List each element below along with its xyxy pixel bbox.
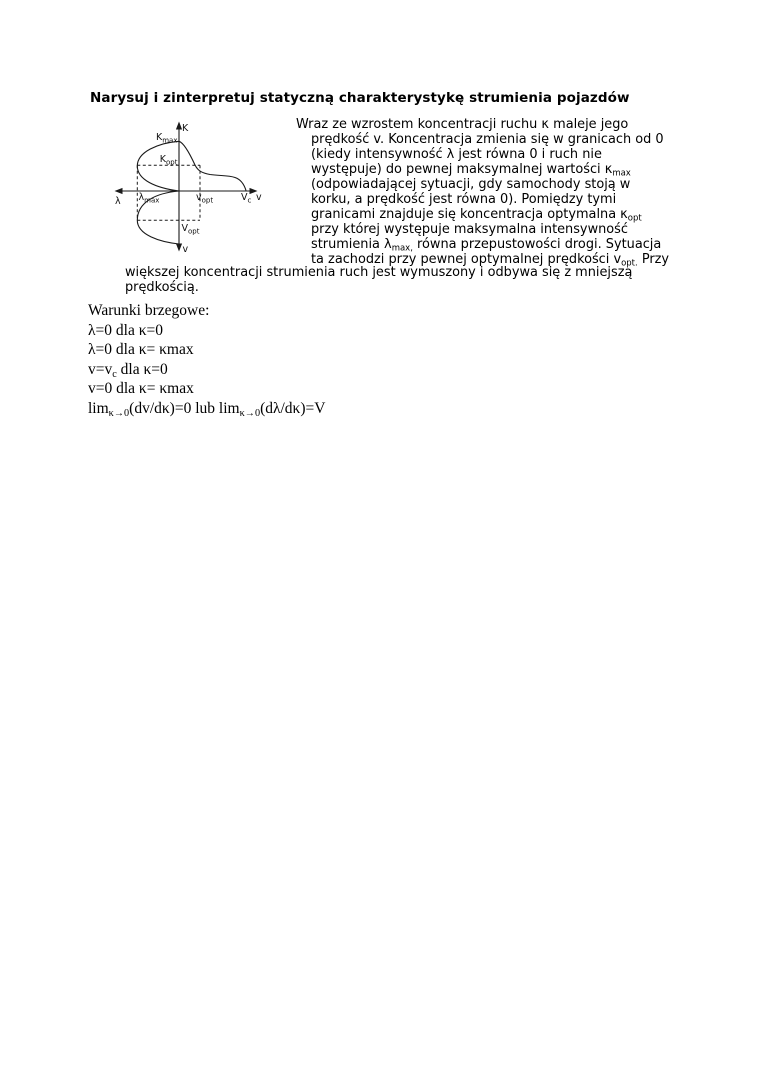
text-run: większej koncentracji strumienia ruch jest wymuszony i odbywa się z mniejszą bbox=[125, 265, 633, 280]
text-line bbox=[88, 340, 325, 360]
axis-label-v-bottom: v bbox=[182, 244, 189, 255]
label-k-opt: $K_{opt}$ bbox=[159, 154, 178, 167]
text-line bbox=[88, 379, 325, 399]
text-run: v=v bbox=[88, 360, 113, 378]
text-line bbox=[296, 147, 669, 162]
text-run: (dλ/dκ)=V bbox=[260, 399, 326, 417]
text-line bbox=[296, 117, 669, 132]
label-v-opt-y: $V_{opt}$ bbox=[181, 223, 200, 236]
subscript-run: κ→0 bbox=[239, 407, 261, 419]
text-line bbox=[296, 192, 669, 207]
arrow-left-icon bbox=[115, 188, 123, 194]
text-run: strumienia λ bbox=[311, 237, 392, 252]
text-run: (kiedy intensywność λ jest równa 0 i ruch nie bbox=[311, 147, 602, 162]
paragraph-continuation bbox=[125, 266, 632, 295]
subscript-run: max, bbox=[391, 243, 413, 254]
text-line bbox=[296, 162, 669, 177]
arrow-down-icon bbox=[176, 244, 182, 252]
text-run: przy której występuje maksymalna intensywność bbox=[311, 222, 628, 237]
text-run: Wraz ze wzrostem koncentracji ruchu κ maleje jego bbox=[296, 117, 629, 132]
boundary-lines bbox=[88, 321, 325, 419]
paragraph-wrapped-column bbox=[296, 117, 669, 267]
label-lambda-max: $\lambda_{max}$ bbox=[138, 192, 160, 205]
text-run: v=0 dla κ= κmax bbox=[88, 380, 194, 397]
text-line bbox=[296, 207, 669, 222]
subscript-run: κ→0 bbox=[108, 407, 130, 419]
text-run: Przy bbox=[637, 252, 670, 267]
label-k-max: $K_{max}$ bbox=[156, 132, 178, 145]
text-run: lim bbox=[88, 399, 109, 417]
text-run: (odpowiadającej sytuacji, gdy samochody stoją w bbox=[311, 177, 631, 192]
text-run: ta zachodzi przy pewnej optymalnej prędkości v bbox=[311, 252, 622, 267]
text-run: λ=0 dla κ=0 bbox=[88, 321, 163, 339]
text-line bbox=[296, 222, 669, 237]
text-line bbox=[125, 281, 632, 296]
axis-label-lambda: λ bbox=[115, 196, 121, 207]
kappa-velocity-curve bbox=[179, 141, 246, 190]
subscript-run: opt. bbox=[621, 258, 638, 269]
text-line bbox=[296, 132, 669, 147]
text-run: równa przepustowości drogi. Sytuacja bbox=[412, 237, 662, 252]
text-line bbox=[296, 237, 669, 252]
traffic-flow-characteristic-figure bbox=[100, 112, 270, 257]
text-line bbox=[125, 266, 632, 281]
subscript-run: opt bbox=[627, 213, 642, 224]
text-run: prędkość v. Koncentracja zmienia się w granicach od 0 bbox=[311, 132, 664, 147]
boundary-heading: Warunki brzegowe: bbox=[88, 302, 210, 319]
text-run: występuje) do pewnej maksymalnej wartości κ bbox=[311, 162, 613, 177]
subscript-run: max bbox=[612, 168, 631, 179]
axis-label-k: K bbox=[182, 123, 189, 134]
text-line bbox=[88, 399, 325, 419]
text-run: dla κ=0 bbox=[116, 360, 168, 378]
text-run: granicami znajduje się koncentracja optymalna κ bbox=[311, 207, 628, 222]
text-run: (dv/dκ)=0 lub lim bbox=[129, 399, 240, 417]
text-line bbox=[88, 360, 325, 380]
label-v-opt-x: $v_{opt}$ bbox=[196, 192, 214, 205]
text-run: λ=0 dla κ= κmax bbox=[88, 341, 194, 358]
boundary-conditions-section bbox=[88, 301, 325, 418]
subscript-run: c bbox=[112, 368, 117, 380]
text-run: korku, a prędkość jest równa 0). Pomiędzy tymi bbox=[311, 192, 617, 207]
text-line bbox=[88, 321, 325, 341]
axis-label-v-right: v bbox=[256, 192, 262, 203]
text-run: prędkością. bbox=[125, 279, 199, 295]
page-title: Narysuj i zinterpretuj statyczną charakterystykę strumienia pojazdów bbox=[90, 90, 630, 106]
label-v-c: $V_c$ bbox=[241, 192, 252, 205]
text-line bbox=[296, 177, 669, 192]
